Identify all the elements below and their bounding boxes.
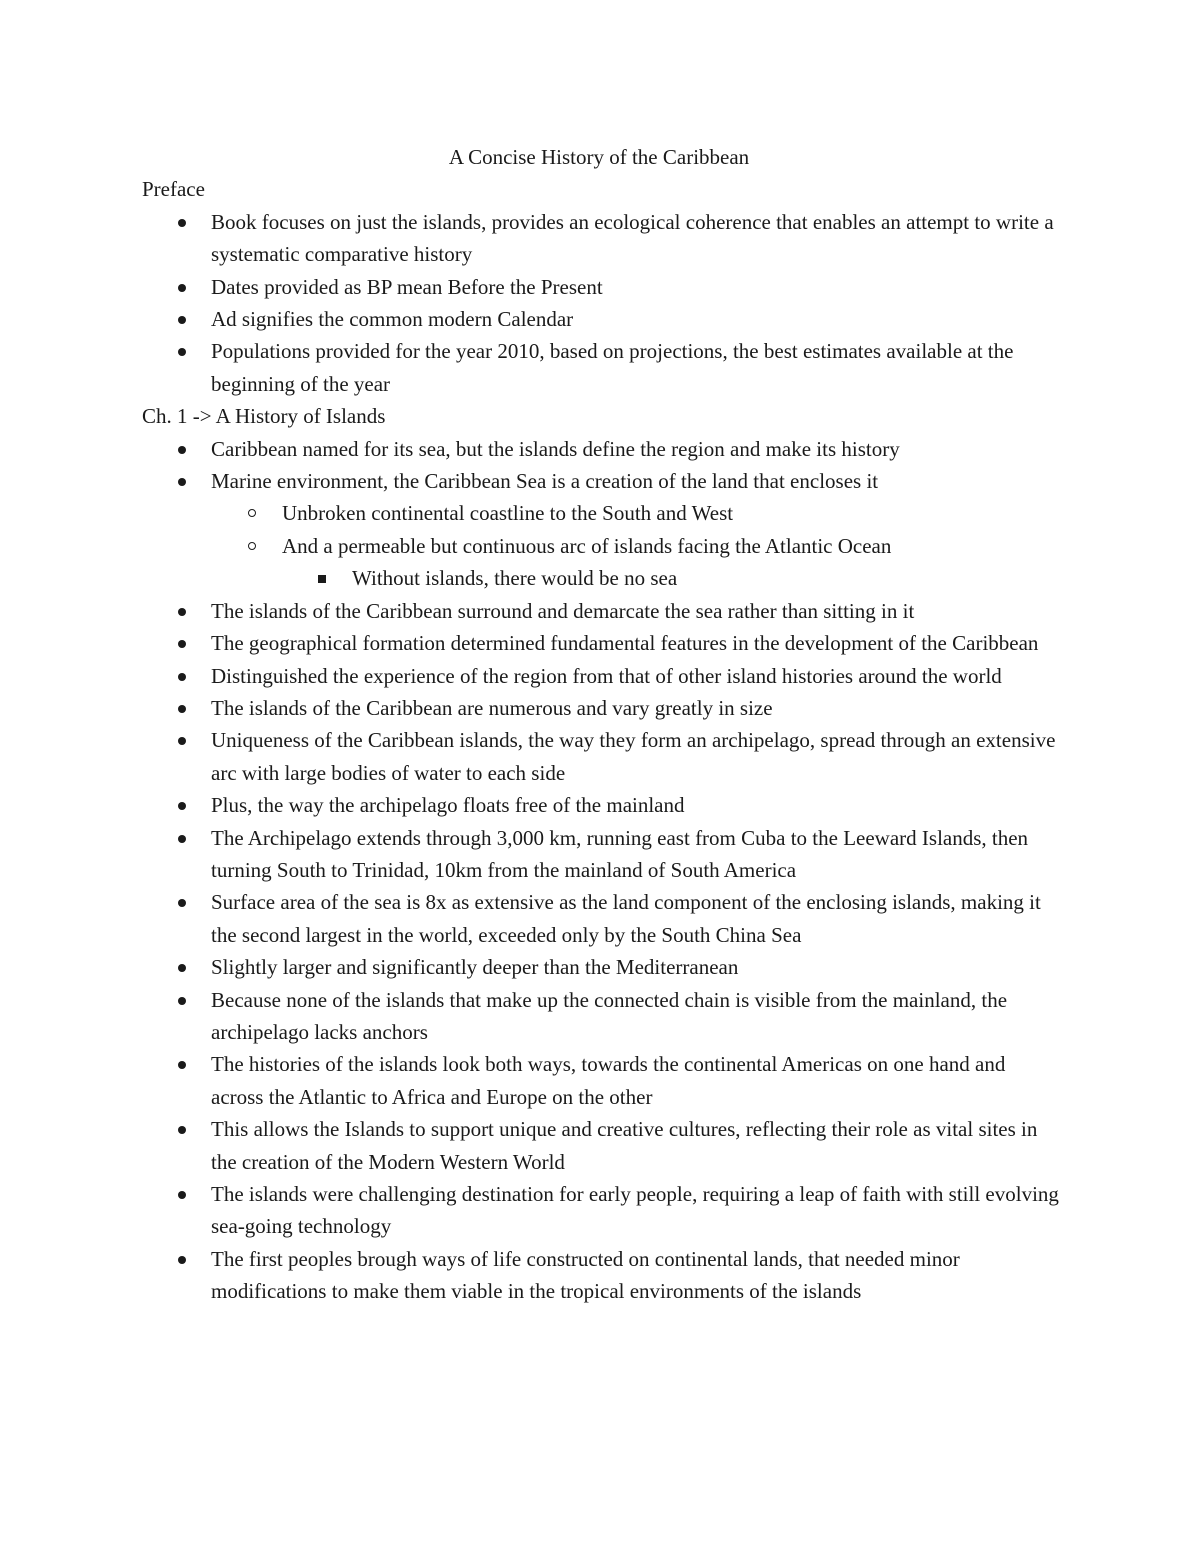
list-item: [142, 497, 1062, 529]
list-item-text: Distinguished the experience of the region from that of other island histories around the world: [211, 663, 1002, 688]
list-item-text: The Archipelago extends through 3,000 km, running east from Cuba to the Leeward Islands, then turning South to Trinidad, 10km from the mainland of South America: [211, 825, 1029, 882]
list-item-text: Uniqueness of the Caribbean islands, the way they form an archipelago, spread through an extensive arc with large bodies of water to each side: [211, 728, 1056, 785]
list-item: [142, 271, 1062, 303]
section-heading-preface: Preface: [142, 177, 205, 202]
list-item: [142, 433, 1062, 465]
list-item: [142, 1178, 1062, 1243]
list-item: [142, 1243, 1062, 1308]
list-item: [142, 1113, 1062, 1178]
list-item: [142, 530, 1062, 562]
list-item: [142, 951, 1062, 983]
list-item-text: Surface area of the sea is 8x as extensive as the land component of the enclosing islands, making it the second largest in the world, exceeded only by the South China Sea: [211, 890, 1041, 947]
list-item: [142, 789, 1062, 821]
list-item-text: Book focuses on just the islands, provides an ecological coherence that enables an attempt to write a systematic comparative history: [211, 209, 1054, 267]
list-item-text: The islands were challenging destination for early people, requiring a leap of faith with still evolving sea-going technology: [211, 1182, 1059, 1239]
list-item: [142, 692, 1062, 724]
list-item: [142, 206, 1062, 271]
list-item-text: The geographical formation determined fundamental features in the development of the Caribbean: [211, 631, 1039, 656]
list-item-text: The histories of the islands look both ways, towards the continental Americas on one hand and across the Atlantic to Africa and Europe on the other: [211, 1052, 1006, 1109]
list-item: [142, 465, 1062, 497]
list-item: [142, 335, 1062, 400]
section-heading-chapter-1: Ch. 1 -> A History of Islands: [142, 404, 386, 429]
list-item-text: Because none of the islands that make up the connected chain is visible from the mainland, the archipelago lacks anchors: [211, 987, 1008, 1044]
list-item: [142, 627, 1062, 659]
list-item-text: The islands of the Caribbean are numerous and vary greatly in size: [211, 695, 773, 720]
document-title: A Concise History of the Caribbean: [448, 145, 750, 169]
list-item-text: The first peoples brough ways of life constructed on continental lands, that needed minor modifications to make them viable in the tropical environments of the islands: [211, 1246, 960, 1304]
list-item-text: Unbroken continental coastline to the South and West: [282, 501, 734, 526]
list-item: [142, 562, 1062, 594]
list-item-text: Dates provided as BP mean Before the Present: [211, 274, 603, 299]
list-item-text: Plus, the way the archipelago floats free of the mainland: [211, 793, 685, 818]
list-item-text: Without islands, there would be no sea: [352, 566, 678, 591]
list-item: [142, 660, 1062, 692]
list-item-text: The islands of the Caribbean surround and demarcate the sea rather than sitting in it: [211, 598, 915, 623]
list-item-text: Slightly larger and significantly deeper than the Mediterranean: [211, 955, 739, 980]
list-item: [142, 724, 1062, 789]
list-item: [142, 595, 1062, 627]
list-item-text: This allows the Islands to support unique and creative cultures, reflecting their role as vital sites in the creation of the Modern Western World: [211, 1117, 1038, 1174]
list-item-text: And a permeable but continuous arc of islands facing the Atlantic Ocean: [282, 533, 892, 558]
list-item: [142, 984, 1062, 1049]
chapter-1-bullet-list: [142, 433, 1062, 1308]
list-item-text: Caribbean named for its sea, but the islands define the region and make its history: [211, 436, 900, 461]
document-content: [142, 141, 1062, 1308]
preface-bullet-list: [142, 206, 1062, 400]
list-item-text: Populations provided for the year 2010, based on projections, the best estimates available at the beginning of the year: [211, 339, 1014, 396]
list-item: [142, 886, 1062, 951]
list-item: [142, 1048, 1062, 1113]
list-item: [142, 303, 1062, 335]
list-item-text: Marine environment, the Caribbean Sea is a creation of the land that encloses it: [211, 469, 879, 494]
list-item: [142, 822, 1062, 887]
list-item-text: Ad signifies the common modern Calendar: [211, 307, 574, 332]
